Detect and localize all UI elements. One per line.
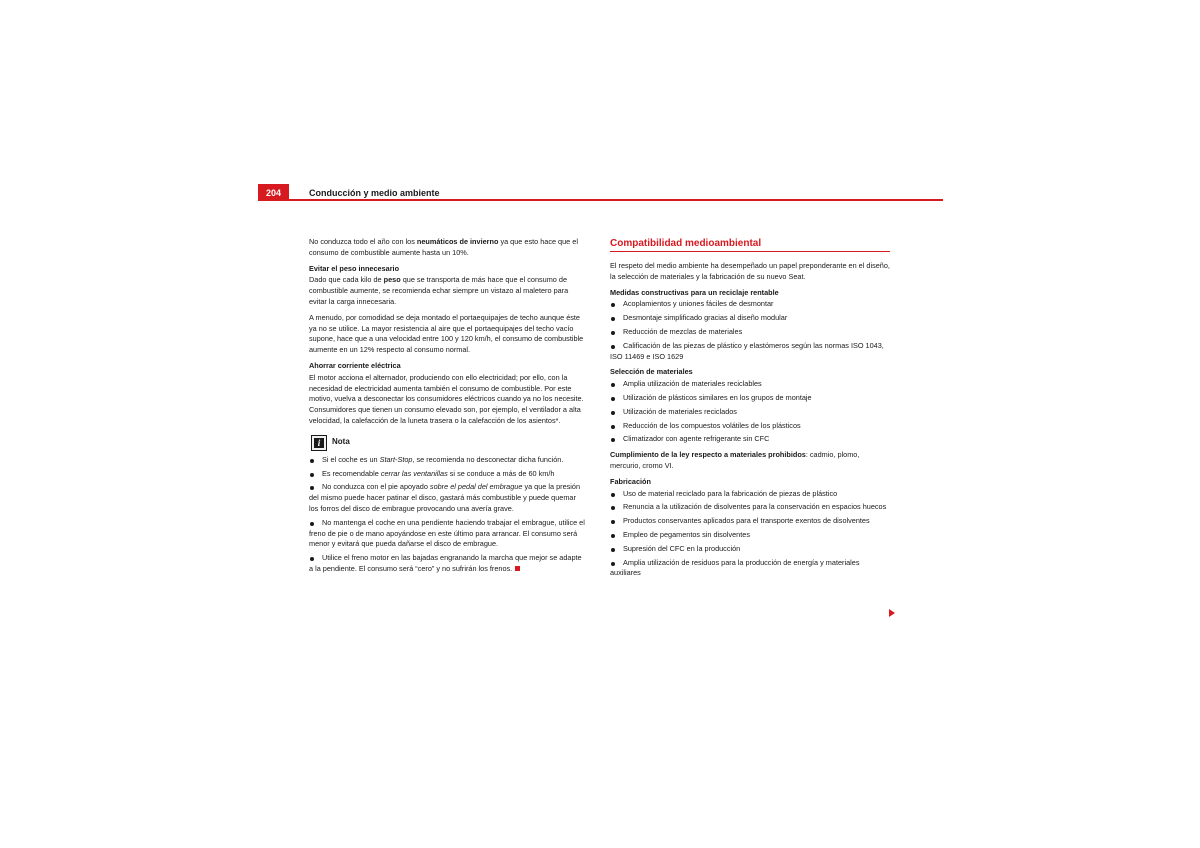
bullet-icon (611, 383, 615, 387)
peso-heading: Evitar el peso innecesario (309, 263, 400, 273)
bullet-icon (611, 411, 615, 415)
note-header (309, 435, 587, 451)
list-item-text: Climatizador con agente refrigerante sin CFC (623, 434, 770, 444)
note-item (309, 482, 587, 514)
cumplimiento-paragraph (610, 450, 890, 472)
bullet-icon (310, 459, 314, 463)
text: No mantenga el coche en una pendiente haciendo trabajar el embrague, utilice el freno de pie o de mano apoyándose en este último para arrancar. El consumo será menor y evitará que pueda dañarse el disco de embrague. (309, 517, 585, 549)
list-item-text: Renuncia a la utilización de disolventes para la conservación en espacios huecos (623, 502, 887, 512)
seleccion-heading: Selección de materiales (610, 367, 693, 377)
bullet-icon (611, 506, 615, 510)
list-item-text: Desmontaje simplificado gracias al diseño modular (623, 313, 788, 323)
list-item (610, 313, 890, 324)
list-item (610, 516, 890, 527)
peso-paragraph (309, 275, 587, 307)
bullet-icon (611, 520, 615, 524)
bold-text: peso (383, 275, 401, 285)
bullet-icon (611, 331, 615, 335)
fabricacion-heading: Fabricación (610, 476, 651, 486)
right-column (610, 237, 890, 582)
text: ya que la presión del mismo puede hacer patinar el disco, gastará más combustible y puede quemar los forros del disco de embrague provocando una avería grave. (309, 482, 581, 513)
list-item-text: Uso de material reciclado para la fabricación de piezas de plástico (623, 488, 838, 498)
list-item (610, 530, 890, 541)
corriente-heading: Ahorrar corriente eléctrica (309, 360, 401, 370)
note-item (309, 518, 587, 550)
bullet-icon (611, 493, 615, 497)
list-item (610, 421, 890, 432)
text: , se recomienda no desconectar dicha función. (412, 454, 564, 464)
list-item-text: Reducción de mezclas de materiales (623, 326, 743, 336)
note-item (309, 553, 587, 575)
bullet-icon (611, 425, 615, 429)
info-icon (311, 435, 327, 451)
list-item-text: Empleo de pegamentos sin disolventes (623, 529, 750, 539)
page-header-title: Conducción y medio ambiente (309, 188, 440, 198)
list-item-text: Acoplamientos y uniones fáciles de desmontar (623, 299, 774, 309)
text: que se transporta de más hace que el consumo de combustible aumente, se recomienda echar siempre un vistazo al maletero para evitar la carga innecesaria. (309, 275, 569, 306)
italic-text: cerrar las ventanillas (380, 468, 448, 478)
note-title: Nota (332, 437, 350, 447)
text: Dado que cada kilo de (309, 275, 384, 285)
bullet-icon (611, 303, 615, 307)
list-item-text: Utilización de plásticos similares en los grupos de montaje (623, 392, 812, 402)
text: No conduzca con el pie apoyado (322, 482, 430, 492)
list-item (610, 434, 890, 445)
info-icon-letter: i (314, 438, 324, 448)
text: Es recomendable (322, 468, 381, 478)
text: si se conduce a más de 60 km/h (447, 468, 555, 478)
bullet-icon (611, 397, 615, 401)
bullet-icon (310, 522, 314, 526)
note-item (309, 469, 587, 480)
bullet-icon (611, 345, 615, 349)
list-item-text: Reducción de los compuestos volátiles de los plásticos (623, 420, 801, 430)
bullet-icon (310, 557, 314, 561)
italic-text: Start-Stop (379, 454, 413, 464)
header-rule (289, 199, 943, 201)
list-item (610, 407, 890, 418)
list-item (610, 489, 890, 500)
list-item-text: Supresión del CFC en la producción (623, 543, 741, 553)
list-item (610, 379, 890, 390)
text: : cadmio, plomo, mercurio, cromo VI. (610, 450, 860, 470)
list-item-text: Productos conservantes aplicados para el transporte exentos de disolventes (623, 516, 870, 526)
list-item (610, 299, 890, 310)
italic-text: sobre el pedal del embrague (429, 482, 523, 492)
text: No conduzca todo el año con los (309, 237, 417, 246)
portaequipajes-paragraph: A menudo, por comodidad se deja montado el portaequipajes de techo aunque éste ya no se utilice. La mayor resistencia al aire que el portaequipajes del techo vacío supone, hace que a una velocidad entre 100 y 120 km/h, el consumo de combustible aumente en un 12% respecto al consumo normal. (309, 312, 584, 355)
bold-text: Cumplimiento de la ley respecto a materiales prohibidos (610, 450, 806, 460)
environment-intro: El respeto del medio ambiente ha desempeñado un papel preponderante en el diseño, la selección de materiales y la fabricación de su nuevo Seat. (610, 261, 890, 281)
section-end-icon (515, 566, 520, 571)
list-item (610, 558, 890, 580)
corriente-paragraph: El motor acciona el alternador, produciendo con ello electricidad; por ello, con la necesidad de electricidad aumenta también el consumo de combustible. Por este motivo, vuelva a desconectar los consumidores eléctricos cuando ya no los necesite. Consumidores que tienen un consumo elevado son, por ejemplo, el ventilador a alta velocidad, la calefacción de la luneta trasera o la calefacción de los asientos*. (309, 372, 584, 425)
list-item (610, 544, 890, 555)
seleccion-list (610, 379, 890, 445)
note-list (309, 455, 587, 575)
bullet-icon (611, 548, 615, 552)
list-item-text: Amplia utilización de residuos para la producción de energía y materiales auxiliares (610, 557, 860, 578)
bullet-icon (611, 438, 615, 442)
intro-paragraph (309, 237, 587, 259)
text: Si el coche es un (322, 454, 380, 464)
list-item (610, 393, 890, 404)
note-item (309, 455, 587, 466)
bullet-icon (611, 534, 615, 538)
list-item (610, 327, 890, 338)
list-item-text: Utilización de materiales reciclados (623, 406, 737, 416)
list-item-text: Amplia utilización de materiales reciclables (623, 379, 762, 389)
fabricacion-list (610, 489, 890, 580)
text: ya que esto hace que el consumo de combustible aumente hasta un 10%. (309, 237, 578, 257)
page-number: 204 (258, 184, 289, 201)
list-item-text: Calificación de las piezas de plástico y elastómeros según las normas ISO 1043, ISO 11469 e ISO 1629 (610, 340, 884, 361)
text: Utilice el freno motor en las bajadas engranando la marcha que mejor se adapte a la pendiente. El consumo será “cero” y no sufrirán los frenos. (309, 553, 582, 573)
left-column (309, 237, 587, 578)
bullet-icon (310, 486, 314, 490)
medidas-heading: Medidas constructivas para un reciclaje rentable (610, 287, 779, 297)
list-item (610, 341, 890, 363)
list-item (610, 502, 890, 513)
bullet-icon (310, 473, 314, 477)
section-title: Compatibilidad medioambiental (610, 237, 890, 252)
bullet-icon (611, 562, 615, 566)
bold-text: neumáticos de invierno (416, 237, 499, 246)
medidas-list (610, 299, 890, 362)
continue-arrow-icon (889, 609, 895, 617)
bullet-icon (611, 317, 615, 321)
